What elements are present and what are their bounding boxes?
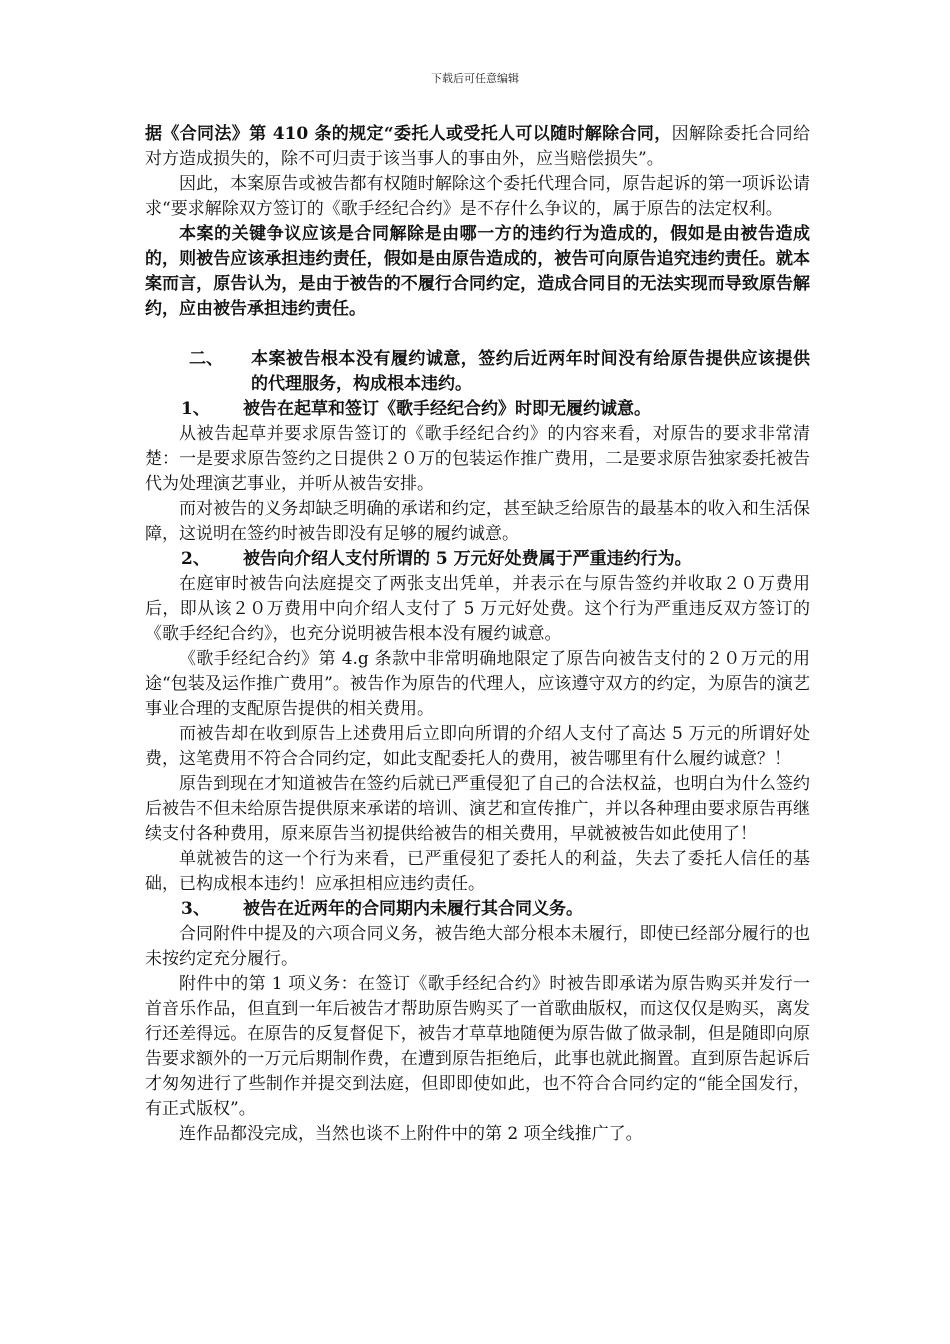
subsection-title: 被告向介绍人支付所谓的 5 万元好处费属于严重违约行为。 xyxy=(243,549,692,569)
paragraph: 连作品都没完成，当然也谈不上附件中的第 2 项全线推广了。 xyxy=(179,1124,643,1144)
subsection-heading xyxy=(145,547,810,572)
subsection-title: 被告在起草和签订《歌手经纪合约》时即无履约诚意。 xyxy=(243,399,651,419)
document-body xyxy=(145,122,810,1147)
paragraph: 而对被告的义务却缺乏明确的承诺和约定，甚至缺乏给原告的最基本的收入和生活保障，这说明在签约时被告即没有足够的履约诚意。 xyxy=(145,499,810,544)
paragraph: 附件中的第 1 项义务：在签订《歌手经纪合约》时被告即承诺为原告购买并发行一首音乐作品，但直到一年后被告才帮助原告购买了一首歌曲版权，而这仅仅是购买，离发行还差得远。在原告的反复督促下，被告才草草地随便为原告做了做录制，但是随即向原告要求额外的一万元后期制作费，在遭到原告拒绝后，此事也就此搁置。直到原告起诉后才匆匆进行了些制作并提交到法庭，但即即使如此，也不符合合同约定的“能全国发行，有正式版权”。 xyxy=(145,974,810,1119)
subsection-number: 3、 xyxy=(181,899,210,919)
paragraph-bold: 本案的关键争议应该是合同解除是由哪一方的违约行为造成的，假如是由被告造成的，则被告应该承担违约责任，假如是由原告造成的，被告可向原告追究违约责任。就本案而言，原告认为，是由于被告的不履行合同约定，造成合同目的无法实现而导致原告解约，应由被告承担违约责任。 xyxy=(145,224,810,319)
section-number: 二、 xyxy=(189,349,223,369)
bold-text: 据《合同法》第 410 条的规定“委托人或受托人可以随时解除合同， xyxy=(145,124,672,144)
subsection-heading xyxy=(145,397,810,422)
subsection-number: 1、 xyxy=(181,399,210,419)
spacer xyxy=(145,322,810,347)
paragraph: 因此，本案原告或被告都有权随时解除这个委托代理合同，原告起诉的第一项诉讼请求“要求解除双方签订的《歌手经纪合约》是不存什么争议的，属于原告的法定权利。 xyxy=(145,174,810,219)
paragraph: 从被告起草并要求原告签订的《歌手经纪合约》的内容来看，对原告的要求非常清楚：一是要求原告签约之日提供２０万的包装运作推广费用，二是要求原告独家委托被告代为处理演艺事业，并听从被告安排。 xyxy=(145,424,810,494)
paragraph: 合同附件中提及的六项合同义务，被告绝大部分根本未履行，即使已经部分履行的也未按约定充分履行。 xyxy=(145,924,810,969)
paragraph: 在庭审时被告向法庭提交了两张支出凭单，并表示在与原告签约并收取２０万费用后，即从该２０万费用中向介绍人支付了 5 万元好处费。这个行为严重违反双方签订的《歌手经纪合约》，也充分说明被告根本没有履约诚意。 xyxy=(145,574,810,644)
section-title: 本案被告根本没有履约诚意，签约后近两年时间没有给原告提供应该提供的代理服务，构成根本违约。 xyxy=(251,349,810,394)
subsection-heading xyxy=(145,897,810,922)
subsection-number: 2、 xyxy=(181,549,210,569)
paragraph: 而被告却在收到原告上述费用后立即向所谓的介绍人支付了高达 5 万元的所谓好处费，这笔费用不符合合同约定，如此支配委托人的费用，被告哪里有什么履约诚意？！ xyxy=(145,724,810,769)
paragraph: 《歌手经纪合约》第 4.g 条款中非常明确地限定了原告向被告支付的２０万元的用途“包装及运作推广费用”。被告作为原告的代理人，应该遵守双方的约定，为原告的演艺事业合理的支配原告提供的相关费用。 xyxy=(145,649,810,719)
paragraph: 单就被告的这一个行为来看，已严重侵犯了委托人的利益，失去了委托人信任的基础，已构成根本违约！应承担相应违约责任。 xyxy=(145,849,810,894)
subsection-title: 被告在近两年的合同期内未履行其合同义务。 xyxy=(243,899,583,919)
paragraph xyxy=(145,122,810,172)
paragraph-text: 因解除委托合同给对方造成损失的，除不可归责于该当事人的事由外，应当赔偿损失”。 xyxy=(145,124,811,169)
section-heading xyxy=(145,347,810,397)
header-note: 下载后可任意编辑 xyxy=(431,72,519,85)
paragraph: 原告到现在才知道被告在签约后就已严重侵犯了自己的合法权益，也明白为什么签约后被告不但未给原告提供原来承诺的培训、演艺和宣传推广，并以各种理由要求原告再继续支付各种费用，原来原告当初提供给被告的相关费用，早就被被告如此使用了！ xyxy=(145,774,810,844)
